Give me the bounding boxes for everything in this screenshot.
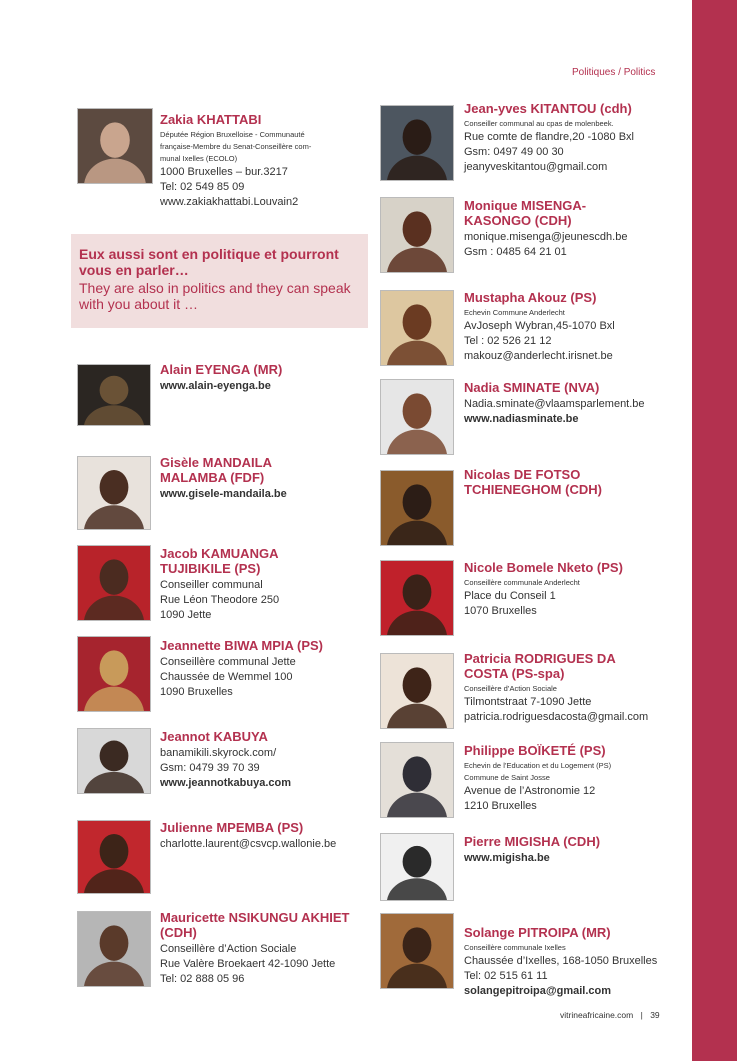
politician-name: Mustapha Akouz (PS) (464, 290, 597, 305)
contact-detail: Echevin Commune Anderlecht (464, 308, 565, 317)
page-edge-band (692, 0, 737, 1061)
contact-detail: Conseillère communal Jette (160, 656, 296, 668)
contact-detail: 1070 Bruxelles (464, 605, 537, 617)
page-number: 39 (650, 1010, 660, 1020)
contact-detail: Conseillère communale Ixelles (464, 943, 566, 952)
portrait-photo (77, 911, 151, 987)
footer-site: vitrineafricaine.com (560, 1010, 634, 1020)
contact-detail: Conseiller communal au cpas de molenbeek. (464, 119, 614, 128)
portrait-photo (380, 913, 454, 989)
contact-link[interactable]: solangepitroipa@gmail.com (464, 985, 612, 997)
contact-detail: Chaussée d’Ixelles, 168-1050 Bruxelles (464, 955, 658, 967)
politician-name: Jacob KAMUANGA TUJIBIKILE (PS) (160, 546, 278, 576)
contact-detail: Conseiller communal (160, 579, 263, 591)
callout-french: Eux aussi sont en politique et pourront vous en parler… (79, 246, 339, 278)
portrait-photo (380, 833, 454, 901)
contact-detail: Gsm: 0497 49 00 30 (464, 146, 564, 158)
contact-link[interactable]: www.zakiakhattabi.Louvain2 (160, 196, 299, 208)
callout-box (71, 234, 368, 328)
politician-name: Solange PITROIPA (MR) (464, 925, 611, 940)
contact-link[interactable]: www.nadiasminate.be (464, 413, 579, 425)
portrait-photo (380, 742, 454, 818)
contact-link[interactable]: www.alain-eyenga.be (160, 380, 271, 392)
contact-link[interactable]: jeanyveskitantou@gmail.com (464, 161, 608, 173)
portrait-photo (380, 290, 454, 366)
contact-detail: Echevin de l’Education et du Logement (PS) (464, 761, 612, 770)
contact-detail: française-Membre du Senat-Conseillère com- (160, 142, 312, 151)
contact-link[interactable]: www.jeannotkabuya.com (160, 777, 292, 789)
politician-name: Nadia SMINATE (NVA) (464, 380, 600, 395)
politician-name: Zakia KHATTABI (160, 112, 262, 127)
footer-separator: | (640, 1010, 643, 1020)
contact-detail: Gsm: 0479 39 70 39 (160, 762, 260, 774)
contact-detail: Place du Conseil 1 (464, 590, 556, 602)
contact-link[interactable]: www.migisha.be (464, 852, 550, 864)
portrait-photo (380, 379, 454, 455)
politician-name: Nicolas DE FOTSO TCHIENEGHOM (CDH) (464, 467, 602, 497)
portrait-photo (380, 197, 454, 273)
page-footer (560, 1010, 660, 1020)
politician-name: Jeannot KABUYA (160, 729, 268, 744)
contact-detail: Tilmontstraat 7-1090 Jette (464, 696, 592, 708)
portrait-photo (77, 820, 151, 894)
contact-detail: AvJoseph Wybran,45-1070 Bxl (464, 320, 615, 332)
contact-link[interactable]: charlotte.laurent@csvcp.wallonie.be (160, 838, 337, 850)
contact-detail: 1000 Bruxelles – bur.3217 (160, 166, 288, 178)
contact-link[interactable]: www.gisele-mandaila.be (160, 488, 287, 500)
contact-detail: Chaussée de Wemmel 100 (160, 671, 293, 683)
portrait-photo (380, 105, 454, 181)
contact-detail: munal Ixelles (ECOLO) (160, 154, 238, 163)
portrait-photo (380, 470, 454, 546)
politician-name: Jean-yves KITANTOU (cdh) (464, 101, 632, 116)
portrait-photo (77, 636, 151, 712)
contact-detail: Commune de Saint Josse (464, 773, 550, 782)
portrait-photo (380, 560, 454, 636)
portrait-photo (77, 545, 151, 621)
contact-detail: Tel: 02 888 05 96 (160, 973, 245, 985)
politician-name: Pierre MIGISHA (CDH) (464, 834, 601, 849)
section-label: Politiques / Politics (572, 67, 656, 78)
politician-name: Nicole Bomele Nketo (PS) (464, 560, 623, 575)
portrait-photo (77, 108, 153, 184)
contact-detail: Députée Région Bruxelloise - Communauté (160, 130, 305, 139)
contact-detail: Rue Léon Theodore 250 (160, 594, 280, 606)
contact-link[interactable]: patricia.rodriguesdacosta@gmail.com (464, 711, 649, 723)
contact-detail: Gsm : 0485 64 21 01 (464, 246, 567, 258)
contact-detail: 1090 Jette (160, 609, 212, 621)
contact-detail: Conseillère d’Action Sociale (464, 684, 557, 693)
portrait-photo (77, 456, 151, 530)
politician-name: Monique MISENGA-KASONGO (CDH) (464, 198, 587, 228)
politician-name: Mauricette NSIKUNGU AKHIET (CDH) (160, 910, 350, 940)
portrait-photo (77, 364, 151, 426)
portrait-photo (77, 728, 151, 794)
contact-link[interactable]: Nadia.sminate@vlaamsparlement.be (464, 398, 645, 410)
politician-name: Alain EYENGA (MR) (160, 362, 283, 377)
contact-detail: 1090 Bruxelles (160, 686, 233, 698)
contact-detail: Avenue de l’Astronomie 12 (464, 785, 596, 797)
politician-name: Jeannette BIWA MPIA (PS) (160, 638, 324, 653)
contact-link[interactable]: banamikili.skyrock.com/ (160, 747, 277, 759)
contact-detail: 1210 Bruxelles (464, 800, 537, 812)
contact-detail: Tel: 02 515 61 11 (464, 970, 548, 982)
politician-name: Patricia RODRIGUES DA COSTA (PS-spa) (464, 651, 616, 681)
politician-name: Julienne MPEMBA (PS) (160, 820, 304, 835)
politician-name: Philippe BOÏKETÉ (PS) (464, 743, 606, 758)
contact-detail: Tel: 02 549 85 09 (160, 181, 245, 193)
contact-detail: Rue comte de flandre,20 -1080 Bxl (464, 131, 634, 143)
contact-link[interactable]: makouz@anderlecht.irisnet.be (464, 350, 613, 362)
contact-detail: Rue Valère Broekaert 42-1090 Jette (160, 958, 336, 970)
portrait-photo (380, 653, 454, 729)
contact-detail: Tel : 02 526 21 12 (464, 335, 552, 347)
contact-detail: Conseillère communale Anderlecht (464, 578, 580, 587)
politician-name: Gisèle MANDAILA MALAMBA (FDF) (160, 455, 272, 485)
contact-link[interactable]: monique.misenga@jeunescdh.be (464, 231, 628, 243)
contact-detail: Conseillère d’Action Sociale (160, 943, 297, 955)
callout-english: They are also in politics and they can speak with you about it … (79, 280, 351, 312)
